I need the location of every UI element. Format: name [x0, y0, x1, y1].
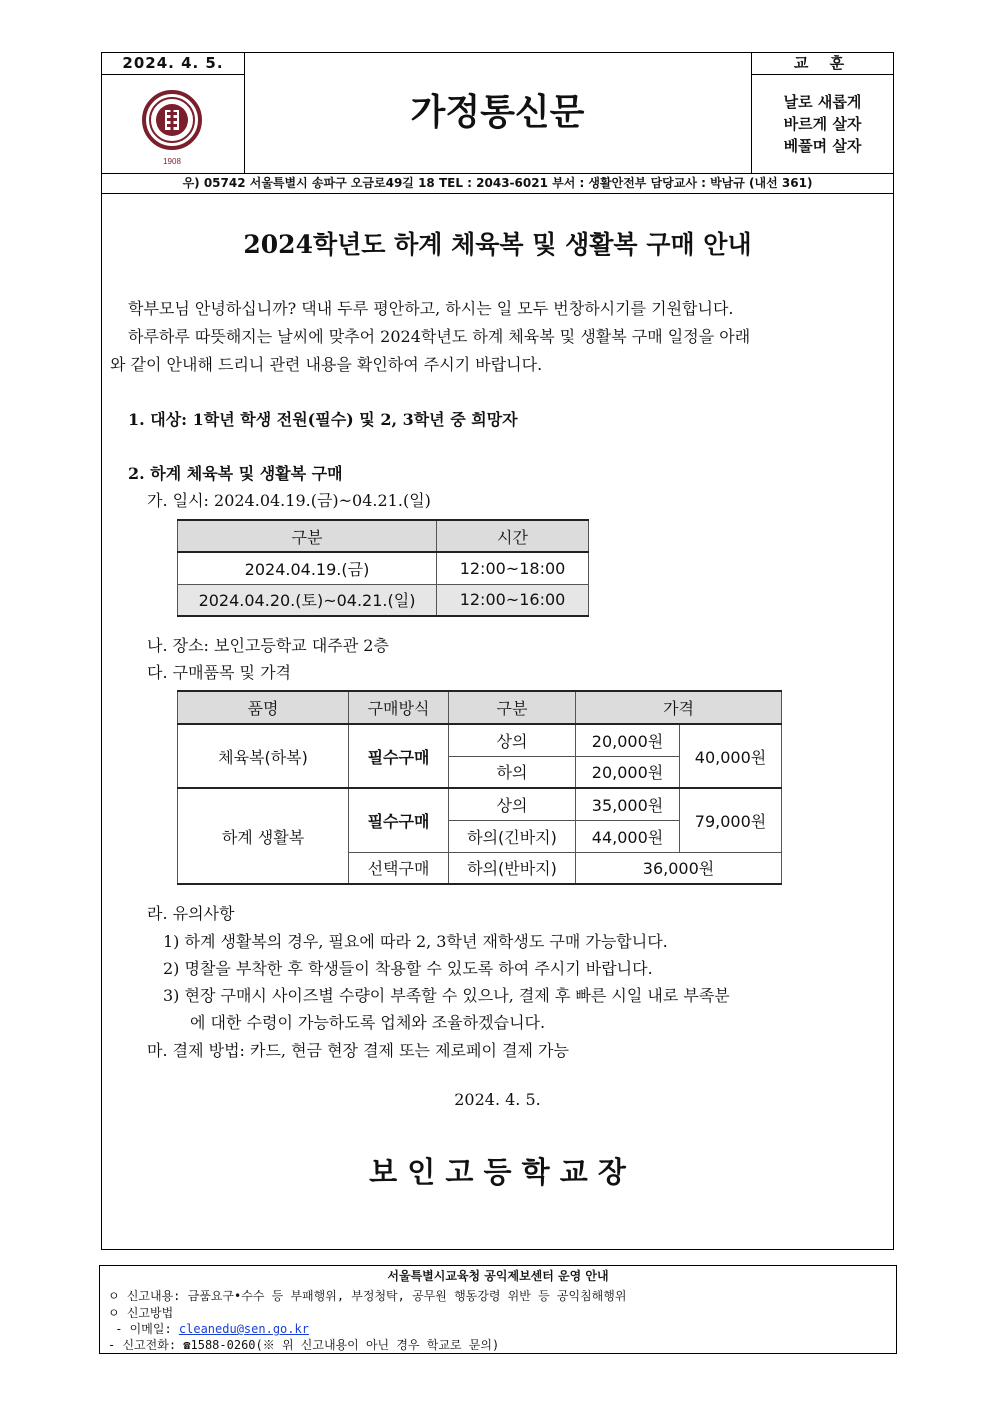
footer-line [108, 1320, 309, 1337]
item-purchase: 2. 하계 체육복 및 생활복 구매 [128, 464, 343, 483]
table-cell: 44,000원 [576, 820, 680, 852]
item-price: 다. 구매품목 및 가격 [147, 663, 291, 682]
school-seal-icon [102, 74, 244, 173]
table-cell: 하의(반바지) [449, 852, 576, 884]
table-header: 구매방식 [349, 691, 449, 724]
table-cell: 2024.04.20.(토)~04.21.(일) [178, 584, 437, 616]
motto-line: 베풀며 살자 [783, 137, 862, 155]
note-line: 2) 명찰을 부착한 후 학생들이 착용할 수 있도록 하여 주시기 바랍니다. [163, 959, 653, 978]
table-cell: 하계 생활복 [178, 788, 349, 884]
table-cell: 선택구매 [349, 852, 449, 884]
intro-line: 와 같이 안내해 드리니 관련 내용을 확인하여 주시기 바랍니다. [110, 355, 543, 374]
address-bar: 우) 05742 서울특별시 송파구 오금로49길 18 TEL : 2043-6021 부서 : 생활안전부 담당교사 : 박남규 (내선 361) [101, 174, 894, 194]
table-row [178, 788, 782, 820]
email-label: - 이메일: [108, 1322, 179, 1336]
price-table [177, 690, 782, 885]
table-cell: 20,000원 [576, 756, 680, 788]
table-cell: 필수구매 [349, 788, 449, 852]
document-title: 2024학년도 하계 체육복 및 생활복 구매 안내 [243, 230, 752, 259]
footer-line: ㅇ 신고방법 [108, 1306, 174, 1320]
footer-title: 서울특별시교육청 공익제보센터 운영 안내 [387, 1269, 609, 1283]
table-cell: 20,000원 [576, 724, 680, 756]
motto-heading: 교 훈 [751, 53, 894, 75]
table-cell: 하의(긴바지) [449, 820, 576, 852]
intro-line: 하루하루 따뜻해지는 날씨에 맞추어 2024학년도 하계 체육복 및 생활복 구매 일정을 아래 [128, 327, 751, 346]
item-target: 1. 대상: 1학년 학생 전원(필수) 및 2, 3학년 중 희망자 [128, 410, 518, 429]
seal-year: 1908 [163, 157, 181, 166]
footer-line: - 신고전화: ☎1588-0260(※ 위 신고내용이 아닌 경우 학교로 문의) [108, 1338, 500, 1352]
school-seal-cell [102, 74, 245, 173]
table-header: 구분 [449, 691, 576, 724]
note-line: 3) 현장 구매시 사이즈별 수량이 부족할 수 있으나, 결제 후 빠른 시일 내로 부족분 [163, 986, 730, 1005]
note-line: 에 대한 수령이 가능하도록 업체와 조율하겠습니다. [190, 1013, 546, 1032]
table-cell: 12:00~18:00 [437, 552, 589, 584]
motto [751, 74, 893, 173]
table-cell: 하의 [449, 756, 576, 788]
table-cell: 40,000원 [680, 724, 782, 788]
note-line: 1) 하계 생활복의 경우, 필요에 따라 2, 3학년 재학생도 구매 가능합니다. [163, 932, 668, 951]
motto-line: 바르게 살자 [783, 115, 862, 133]
item-notes: 라. 유의사항 [147, 904, 235, 923]
item-place: 나. 장소: 보인고등학교 대주관 2층 [147, 636, 389, 655]
motto-line: 날로 새롭게 [783, 93, 862, 111]
footer-line: ㅇ 신고내용: 금품요구•수수 등 부패행위, 부정청탁, 공무원 행동강령 위반 등 공익침해행위 [108, 1289, 627, 1303]
table-row [178, 552, 589, 584]
intro-line: 학부모님 안녕하십니까? 댁내 두루 평안하고, 하시는 일 모두 번창하시기를 기원합니다. [128, 299, 734, 318]
schedule-table [177, 519, 589, 617]
table-header: 품명 [178, 691, 349, 724]
page-title: 가정통신문 [410, 92, 585, 133]
table-cell: 35,000원 [576, 788, 680, 820]
table-row [178, 724, 782, 756]
item-payment: 마. 결제 방법: 카드, 현금 현장 결제 또는 제로페이 결제 가능 [147, 1041, 569, 1060]
table-header: 가격 [576, 691, 782, 724]
table-cell: 2024.04.19.(금) [178, 552, 437, 584]
table-cell: 79,000원 [680, 788, 782, 852]
table-header: 시간 [437, 520, 589, 552]
table-row [178, 584, 589, 616]
principal-signature: 보 인 고 등 학 교 장 [369, 1155, 626, 1189]
table-cell: 필수구매 [349, 724, 449, 788]
table-cell: 상의 [449, 788, 576, 820]
table-cell: 12:00~16:00 [437, 584, 589, 616]
table-cell: 36,000원 [576, 852, 782, 884]
item-schedule: 가. 일시: 2024.04.19.(금)~04.21.(일) [147, 491, 431, 510]
document-date: 2024. 4. 5. [454, 1090, 541, 1109]
email-link[interactable]: cleanedu@sen.go.kr [178, 1322, 309, 1336]
table-header: 구분 [178, 520, 437, 552]
table-cell: 체육복(하복) [178, 724, 349, 788]
table-cell: 상의 [449, 724, 576, 756]
issue-date: 2024. 4. 5. [102, 53, 245, 75]
